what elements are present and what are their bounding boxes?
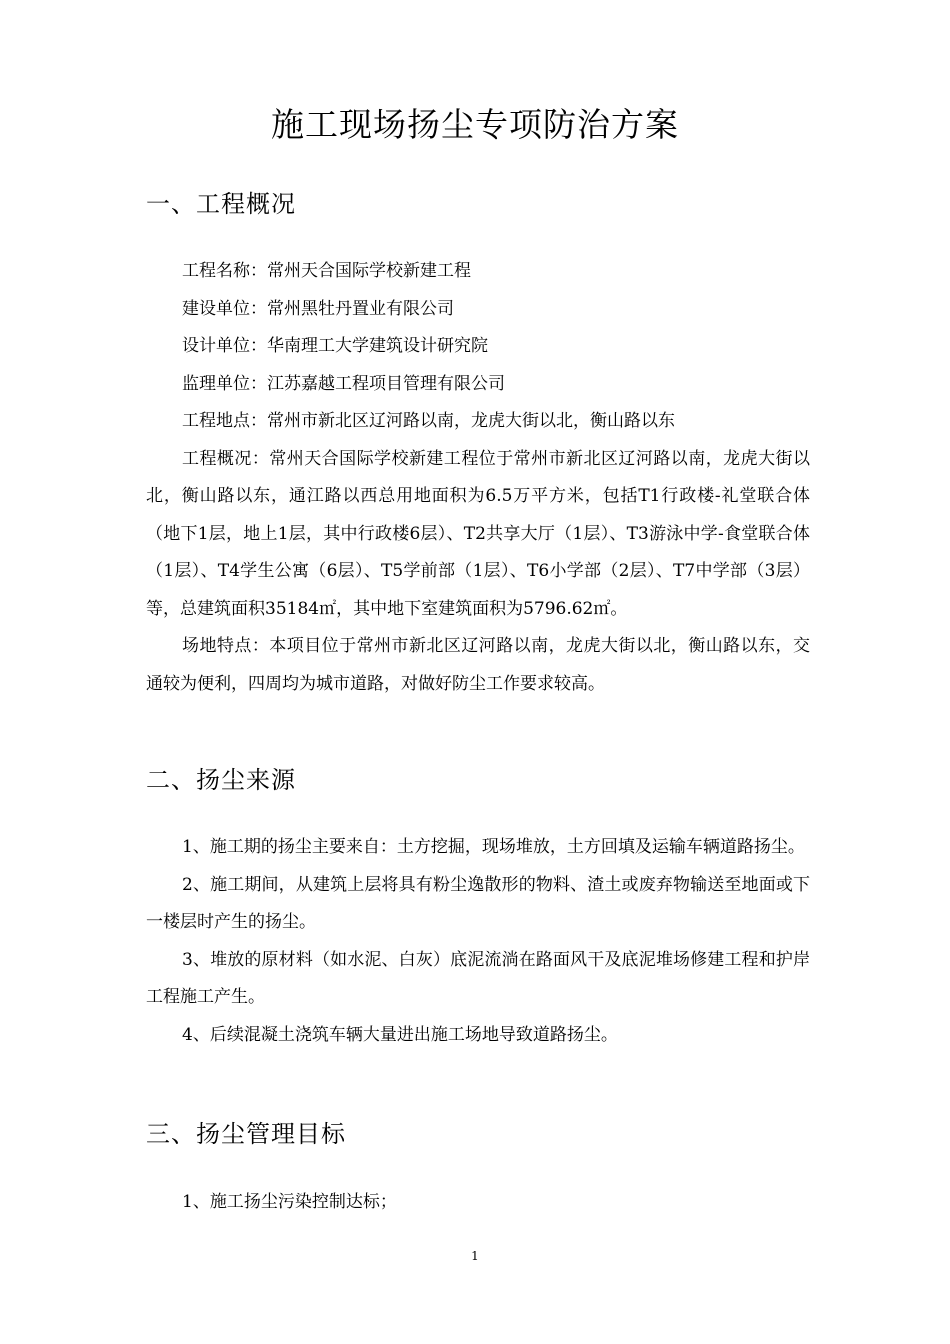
paragraph-project-overview: 工程概况：常州天合国际学校新建工程位于常州市新北区辽河路以南，龙虎大街以北，衡山路以东，通江路以西总用地面积为6.5万平方米，包括T1行政楼-礼堂联合体（地下1层，地上1层，其中行政楼6层）、T2共享大厅（1层）、T3游泳中学-食堂联合体（1层）、T4学生公寓（6层）、T5学前部（1层）、T6小学部（2层）、T7中学部（3层）等，总建筑面积35184㎡，其中地下室建筑面积为5796.62㎡。	[146, 448, 810, 619]
list-item: 1、施工期的扬尘主要来自：土方挖掘，现场堆放，土方回填及运输车辆道路扬尘。	[182, 837, 805, 857]
info-line-project-name	[146, 253, 810, 291]
section-heading-project-overview: 一、工程概况	[146, 190, 296, 218]
list-item: 1、施工扬尘污染控制达标；	[182, 1192, 397, 1212]
info-line-designer	[146, 328, 810, 366]
info-line-supervisor	[146, 366, 810, 404]
info-label: 设计单位：	[182, 336, 267, 356]
info-line-location	[146, 403, 810, 441]
list-item: 3、堆放的原材料（如水泥、白灰）底泥流淌在路面风干及底泥堆场修建工程和护岸工程施工产生。	[146, 949, 810, 1007]
info-label: 工程地点：	[182, 411, 267, 431]
info-value: 常州市新北区辽河路以南，龙虎大街以北，衡山路以东	[267, 411, 675, 431]
info-label: 监理单位：	[182, 373, 267, 394]
info-label: 工程名称：	[182, 261, 267, 281]
management-goals-list	[146, 1184, 810, 1222]
page-number: 1	[471, 1249, 479, 1263]
dust-sources-list	[146, 829, 810, 1054]
info-line-developer	[146, 291, 810, 329]
info-label: 建设单位：	[182, 298, 267, 319]
info-value: 江苏嘉越工程项目管理有限公司	[267, 373, 505, 394]
list-item: 4、后续混凝土浇筑车辆大量进出施工场地导致道路扬尘。	[182, 1024, 618, 1045]
paragraph-site-features: 场地特点：本项目位于常州市新北区辽河路以南，龙虎大街以北，衡山路以东，交通较为便利，四周均为城市道路，对做好防尘工作要求较高。	[146, 636, 810, 694]
info-value: 常州黑牡丹置业有限公司	[267, 298, 454, 319]
section-heading-dust-management-goals: 三、扬尘管理目标	[146, 1120, 346, 1148]
project-info-list	[146, 253, 810, 703]
document-title: 施工现场扬尘专项防治方案	[271, 105, 679, 144]
list-item: 2、施工期间，从建筑上层将具有粉尘逸散形的物料、渣土或废弃物输送至地面或下一楼层时产生的扬尘。	[146, 874, 810, 932]
info-value: 常州天合国际学校新建工程	[267, 261, 471, 281]
section-heading-dust-sources: 二、扬尘来源	[146, 766, 296, 794]
info-value: 华南理工大学建筑设计研究院	[267, 336, 488, 356]
